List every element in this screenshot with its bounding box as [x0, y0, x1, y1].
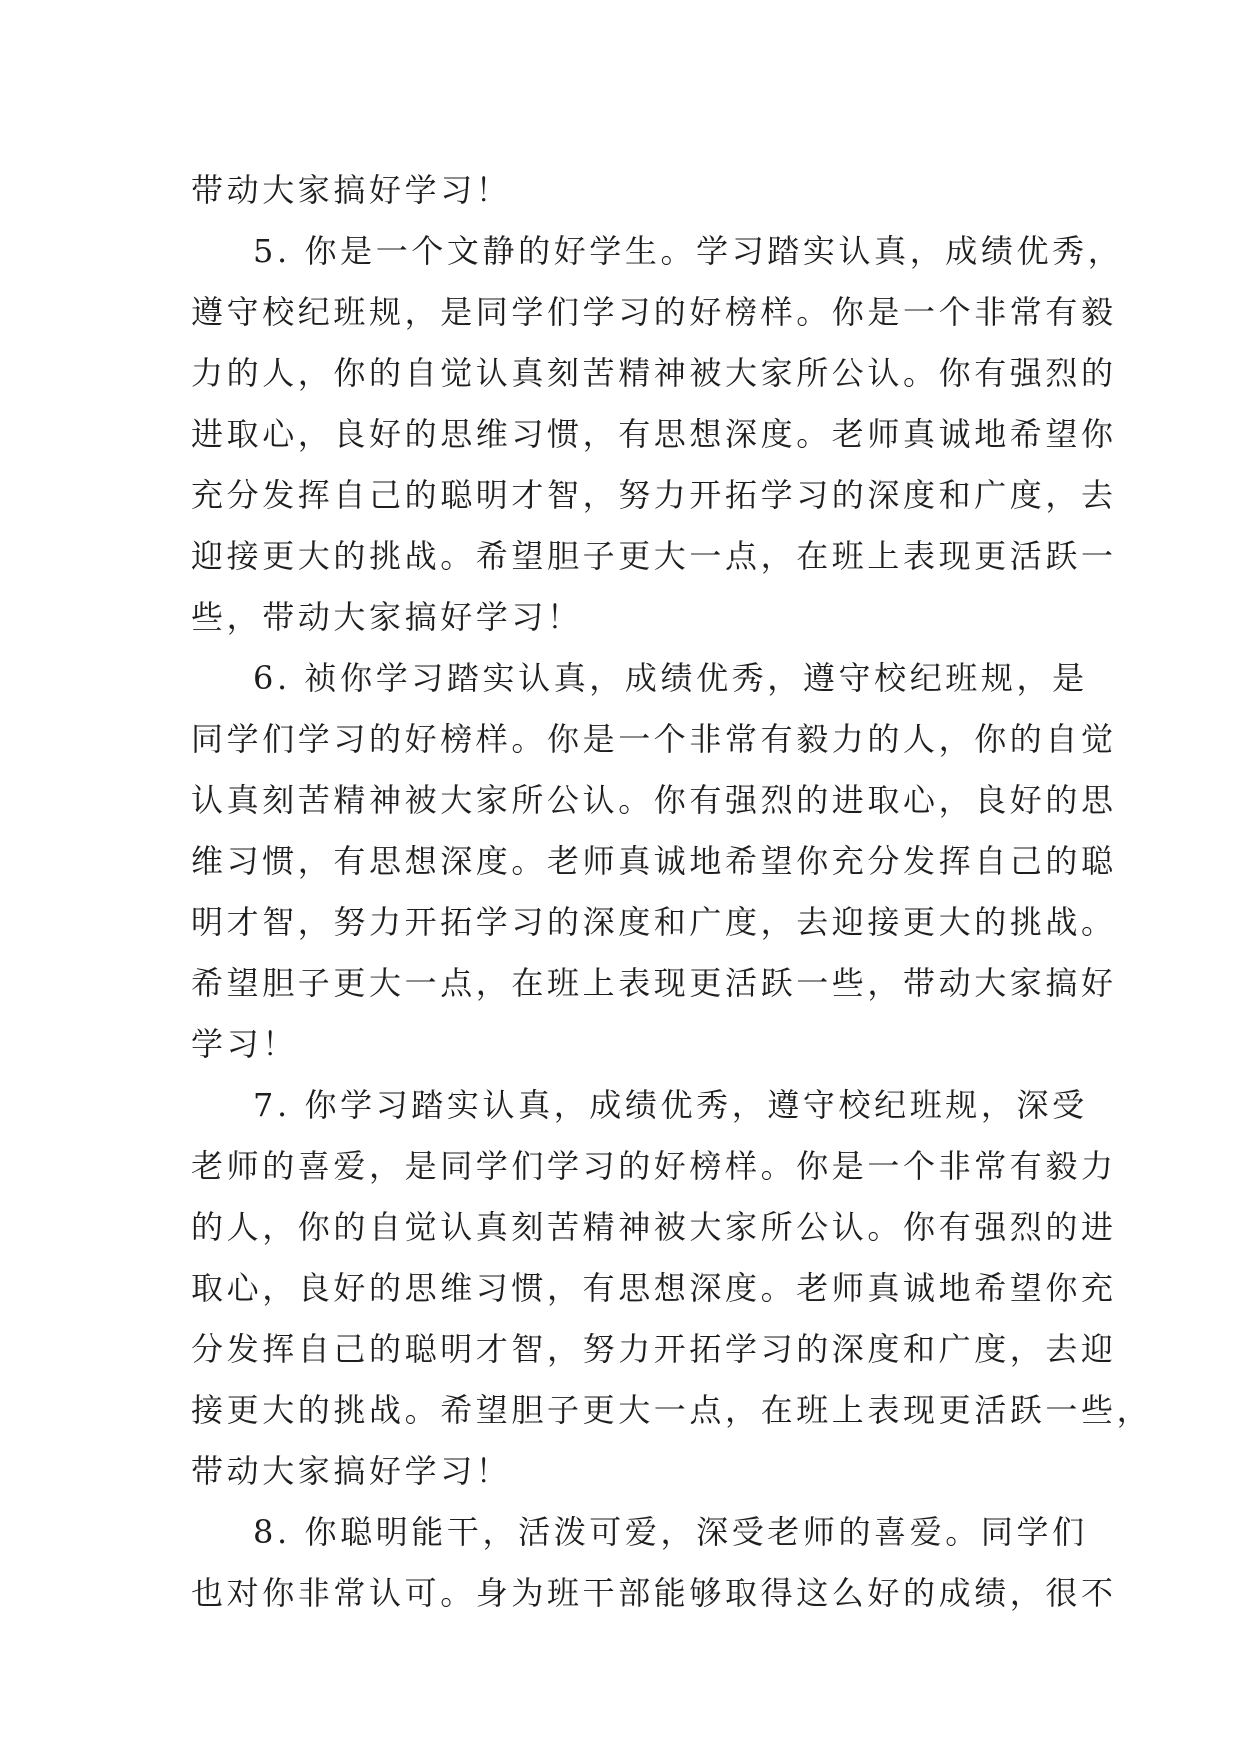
text-line: 同学们学习的好榜样。你是一个非常有毅力的人，你的自觉 [191, 720, 1117, 758]
text-line: 迎接更大的挑战。希望胆子更大一点，在班上表现更活跃一 [191, 537, 1117, 575]
document-body [191, 160, 1153, 1624]
text-line: 接更大的挑战。希望胆子更大一点，在班上表现更活跃一些， [191, 1391, 1153, 1429]
text-line: 取心，良好的思维习惯，有思想深度。老师真诚地希望你充 [191, 1269, 1117, 1307]
text-line: 遵守校纪班规，是同学们学习的好榜样。你是一个非常有毅 [191, 293, 1117, 331]
paragraph-first-line: 8. 你聪明能干，活泼可爱，深受老师的喜爱。同学们 [253, 1513, 1088, 1551]
text-line: 学习！ [191, 1025, 298, 1063]
text-line: 带动大家搞好学习！ [191, 171, 512, 209]
text-line: 些，带动大家搞好学习！ [191, 598, 583, 636]
text-line: 也对你非常认可。身为班干部能够取得这么好的成绩，很不 [191, 1574, 1117, 1612]
text-line: 维习惯，有思想深度。老师真诚地希望你充分发挥自己的聪 [191, 842, 1117, 880]
text-line: 老师的喜爱，是同学们学习的好榜样。你是一个非常有毅力 [191, 1147, 1117, 1185]
text-line: 希望胆子更大一点，在班上表现更活跃一些，带动大家搞好 [191, 964, 1117, 1002]
text-line: 认真刻苦精神被大家所公认。你有强烈的进取心，良好的思 [191, 781, 1117, 819]
text-line: 分发挥自己的聪明才智，努力开拓学习的深度和广度，去迎 [191, 1330, 1117, 1368]
text-line: 进取心，良好的思维习惯，有思想深度。老师真诚地希望你 [191, 415, 1117, 453]
text-line: 带动大家搞好学习！ [191, 1452, 512, 1490]
text-line: 力的人，你的自觉认真刻苦精神被大家所公认。你有强烈的 [191, 354, 1117, 392]
text-line: 充分发挥自己的聪明才智，努力开拓学习的深度和广度，去 [191, 476, 1117, 514]
text-line: 的人，你的自觉认真刻苦精神被大家所公认。你有强烈的进 [191, 1208, 1117, 1246]
text-line: 明才智，努力开拓学习的深度和广度，去迎接更大的挑战。 [191, 903, 1117, 941]
paragraph-first-line: 6. 祯你学习踏实认真，成绩优秀，遵守校纪班规，是 [253, 659, 1088, 697]
paragraph-first-line: 5. 你是一个文静的好学生。学习踏实认真，成绩优秀， [253, 232, 1124, 270]
paragraph-first-line: 7. 你学习踏实认真，成绩优秀，遵守校纪班规，深受 [253, 1086, 1088, 1124]
